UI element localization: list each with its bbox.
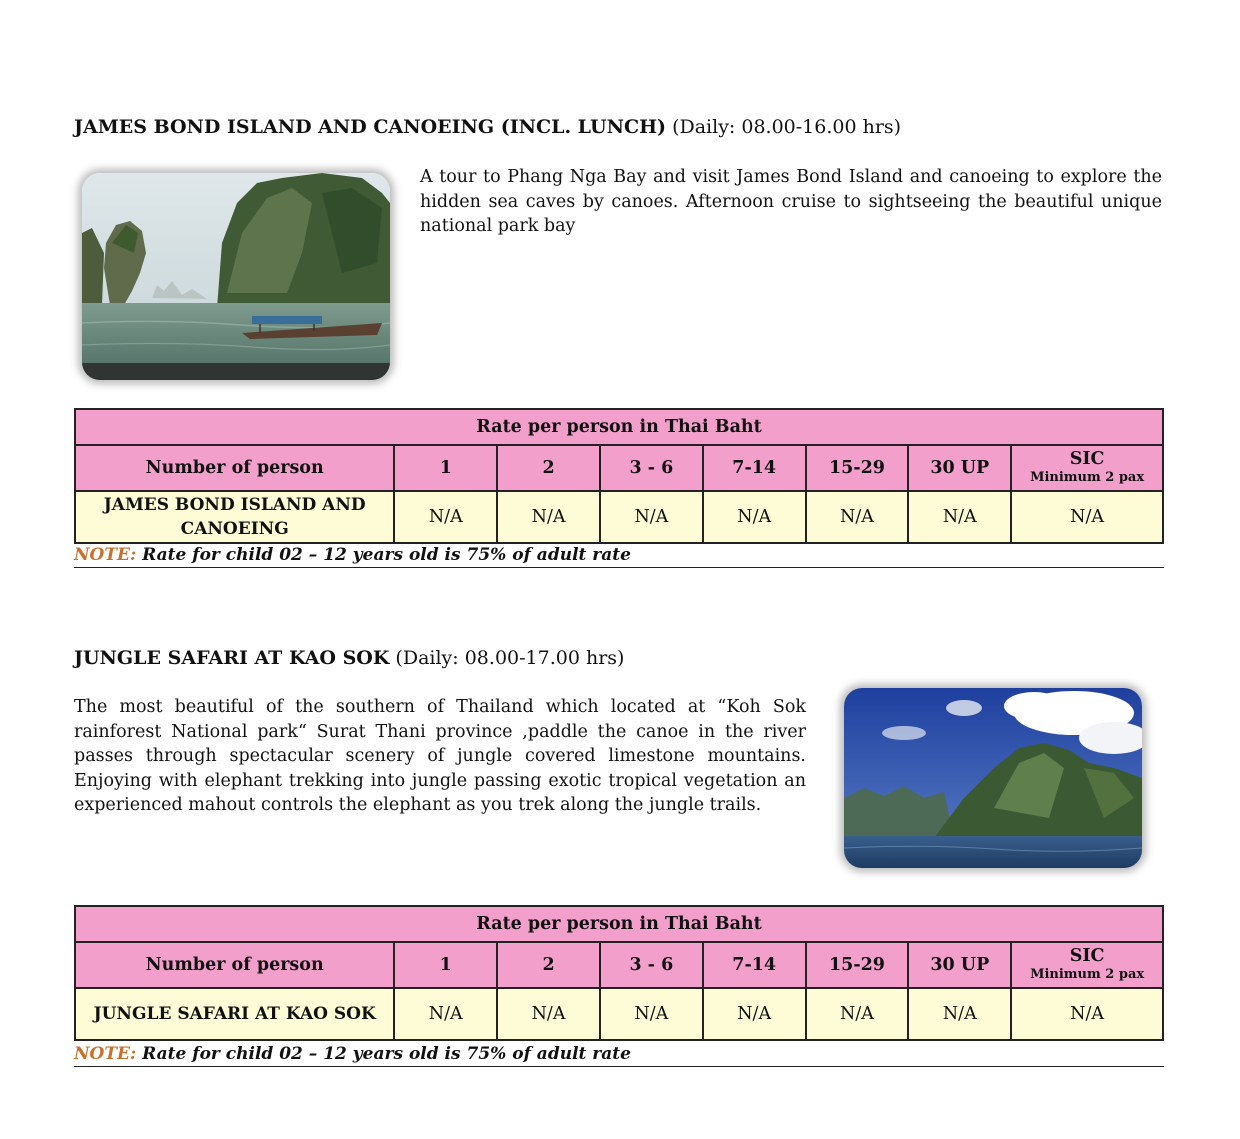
col-header-7-14: 7-14 xyxy=(703,942,806,988)
tour-description: The most beautiful of the southern of Thailand which located at “Koh Sok rainforest National park“ Surat Thani province ,paddle the canoe in the river passes through spectacular scenery of jungle covered limestone mountains. Enjoying with elephant trekking into jungle passing exotic tropical vegetation an experienced mahout controls the elephant as you trek along the jungle trails. xyxy=(74,697,806,815)
col-header-1: 1 xyxy=(394,942,497,988)
col-header-15-29: 15-29 xyxy=(806,942,909,988)
col-header-3-6: 3 - 6 xyxy=(600,942,703,988)
rate-cell: N/A xyxy=(703,491,806,543)
rate-cell: N/A xyxy=(806,491,909,543)
tour-description: A tour to Phang Nga Bay and visit James Bond Island and canoeing to explore the hidden sea caves by canoes. Afternoon cruise to sightseeing the beautiful unique national park bay xyxy=(420,167,1162,236)
tour-title: JUNGLE SAFARI AT KAO SOK xyxy=(74,647,390,669)
col-header-sic xyxy=(1011,942,1163,988)
col-header-7-14: 7-14 xyxy=(703,445,806,491)
tour-title-line xyxy=(74,646,1164,670)
row-name: JAMES BOND ISLAND AND CANOEING xyxy=(75,491,394,543)
sic-label: SIC xyxy=(1069,449,1105,469)
note-label: NOTE: xyxy=(74,545,137,565)
rate-table-caption: Rate per person in Thai Baht xyxy=(75,409,1163,445)
col-header-30-up: 30 UP xyxy=(908,942,1011,988)
tour-section-james-bond xyxy=(74,115,1164,575)
tour-title-line xyxy=(74,115,1164,139)
note-text: Rate for child 02 – 12 years old is 75% of adult rate xyxy=(136,545,631,565)
rate-cell: N/A xyxy=(703,988,806,1040)
rate-cell: N/A xyxy=(908,988,1011,1040)
col-header-1: 1 xyxy=(394,445,497,491)
child-rate-note xyxy=(74,543,1164,568)
rate-cell: N/A xyxy=(394,988,497,1040)
rate-table xyxy=(74,408,1164,544)
tour-title: JAMES BOND ISLAND AND CANOEING (INCL. LUNCH) xyxy=(74,116,667,138)
rate-cell: N/A xyxy=(600,491,703,543)
col-header-number-of-person: Number of person xyxy=(75,445,394,491)
rate-cell: N/A xyxy=(1011,988,1163,1040)
rate-cell: N/A xyxy=(908,491,1011,543)
note-text: Rate for child 02 – 12 years old is 75% of adult rate xyxy=(136,1044,631,1064)
sic-sub-label: Minimum 2 pax xyxy=(1030,967,1145,982)
kao-sok-image xyxy=(844,688,1142,868)
rate-cell: N/A xyxy=(1011,491,1163,543)
col-header-number-of-person: Number of person xyxy=(75,942,394,988)
child-rate-note xyxy=(74,1042,1164,1067)
sic-label: SIC xyxy=(1069,946,1105,966)
kao-sok-photo xyxy=(844,688,1142,868)
rate-cell: N/A xyxy=(394,491,497,543)
col-header-15-29: 15-29 xyxy=(806,445,909,491)
note-label: NOTE: xyxy=(74,1044,137,1064)
col-header-30-up: 30 UP xyxy=(908,445,1011,491)
col-header-2: 2 xyxy=(497,942,600,988)
james-bond-island-image xyxy=(82,173,390,380)
col-header-2: 2 xyxy=(497,445,600,491)
rate-table-caption: Rate per person in Thai Baht xyxy=(75,906,1163,942)
james-bond-island-photo xyxy=(82,173,390,380)
sic-sub-label: Minimum 2 pax xyxy=(1030,470,1145,485)
row-name: JUNGLE SAFARI AT KAO SOK xyxy=(75,988,394,1040)
col-header-sic xyxy=(1011,445,1163,491)
rate-cell: N/A xyxy=(497,988,600,1040)
tour-section-kao-sok xyxy=(74,646,1164,1076)
rate-cell: N/A xyxy=(497,491,600,543)
col-header-3-6: 3 - 6 xyxy=(600,445,703,491)
tour-hours: (Daily: 08.00-16.00 hrs) xyxy=(672,116,902,138)
rate-cell: N/A xyxy=(600,988,703,1040)
rate-table xyxy=(74,905,1164,1041)
tour-hours: (Daily: 08.00-17.00 hrs) xyxy=(395,647,625,669)
rate-cell: N/A xyxy=(806,988,909,1040)
